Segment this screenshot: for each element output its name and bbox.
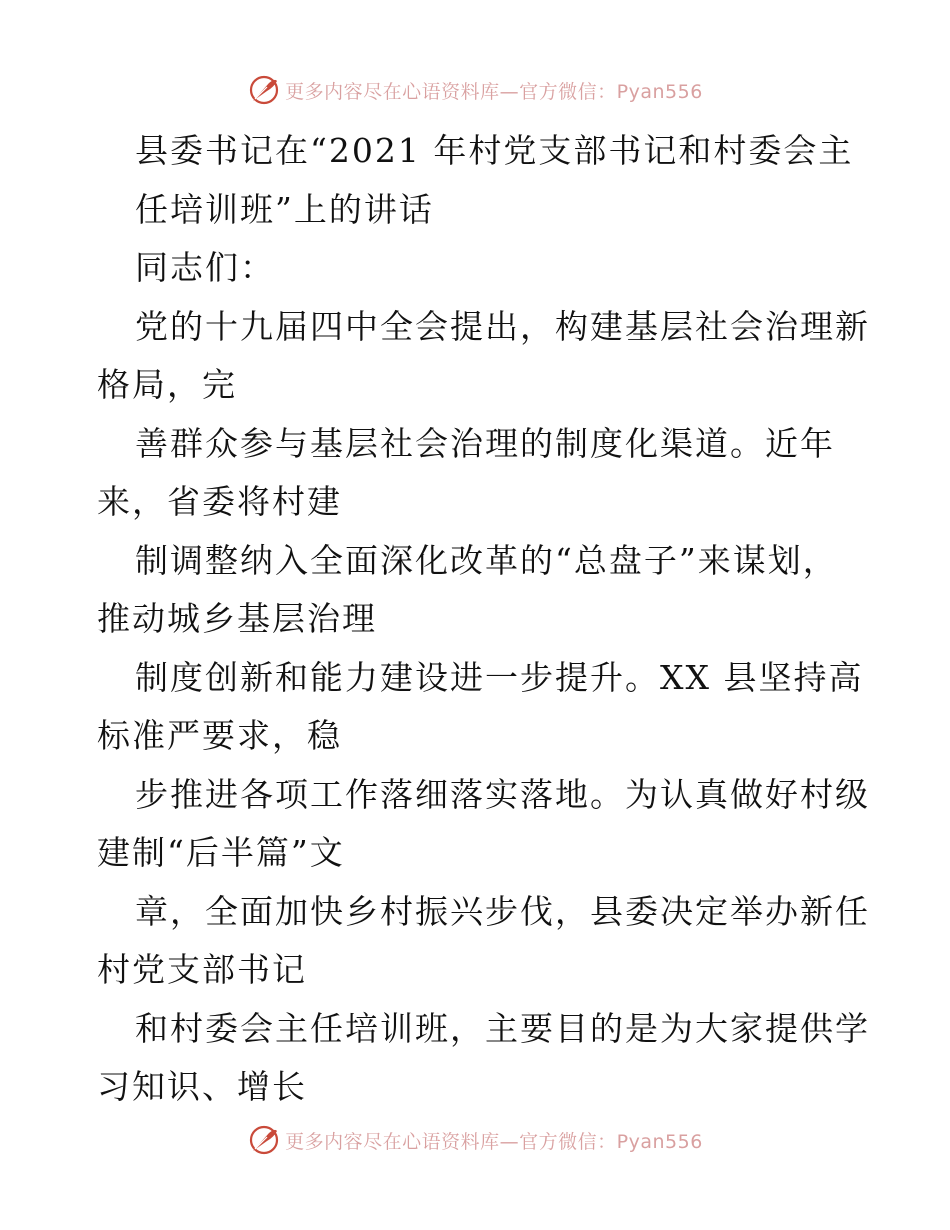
paragraph-line: 格局，完 (97, 365, 237, 404)
paragraph-line: 制度创新和能力建设进一步提升。XX 县坚持高 (135, 657, 864, 697)
paragraph-line: 来，省委将村建 (97, 482, 342, 521)
document-body (97, 122, 877, 1117)
quill-logo-icon (247, 1123, 281, 1157)
footer-watermark (0, 1120, 950, 1160)
watermark-text: 更多内容尽在心语资料库—官方微信：Pyan556 (285, 1130, 703, 1153)
paragraph-line: 标准严要求，稳 (97, 716, 342, 755)
salutation: 同志们： (135, 248, 275, 287)
title-line-1: 县委书记在“2021 年村党支部书记和村委会主 (135, 131, 854, 170)
paragraph-line: 党的十九届四中全会提出，构建基层社会治理新 (135, 306, 870, 346)
title-line-2: 任培训班”上的讲话 (135, 189, 434, 229)
watermark-text: 更多内容尽在心语资料库—官方微信：Pyan556 (285, 80, 703, 103)
paragraph-line: 习知识、增长 (97, 1067, 307, 1106)
paragraph-line: 制调整纳入全面深化改革的“总盘子”来谋划， (135, 540, 838, 580)
paragraph-line: 推动城乡基层治理 (97, 599, 377, 638)
paragraph-line: 步推进各项工作落细落实落地。为认真做好村级 (135, 774, 870, 814)
quill-logo-icon (247, 73, 281, 107)
paragraph-line: 章，全面加快乡村振兴步伐，县委决定举办新任 (135, 891, 870, 931)
paragraph-line: 和村委会主任培训班，主要目的是为大家提供学 (135, 1008, 870, 1048)
header-watermark (0, 70, 950, 110)
paragraph-line: 善群众参与基层社会治理的制度化渠道。近年 (135, 423, 835, 463)
paragraph-line: 村党支部书记 (97, 950, 307, 989)
paragraph-line: 建制“后半篇”文 (97, 833, 345, 872)
